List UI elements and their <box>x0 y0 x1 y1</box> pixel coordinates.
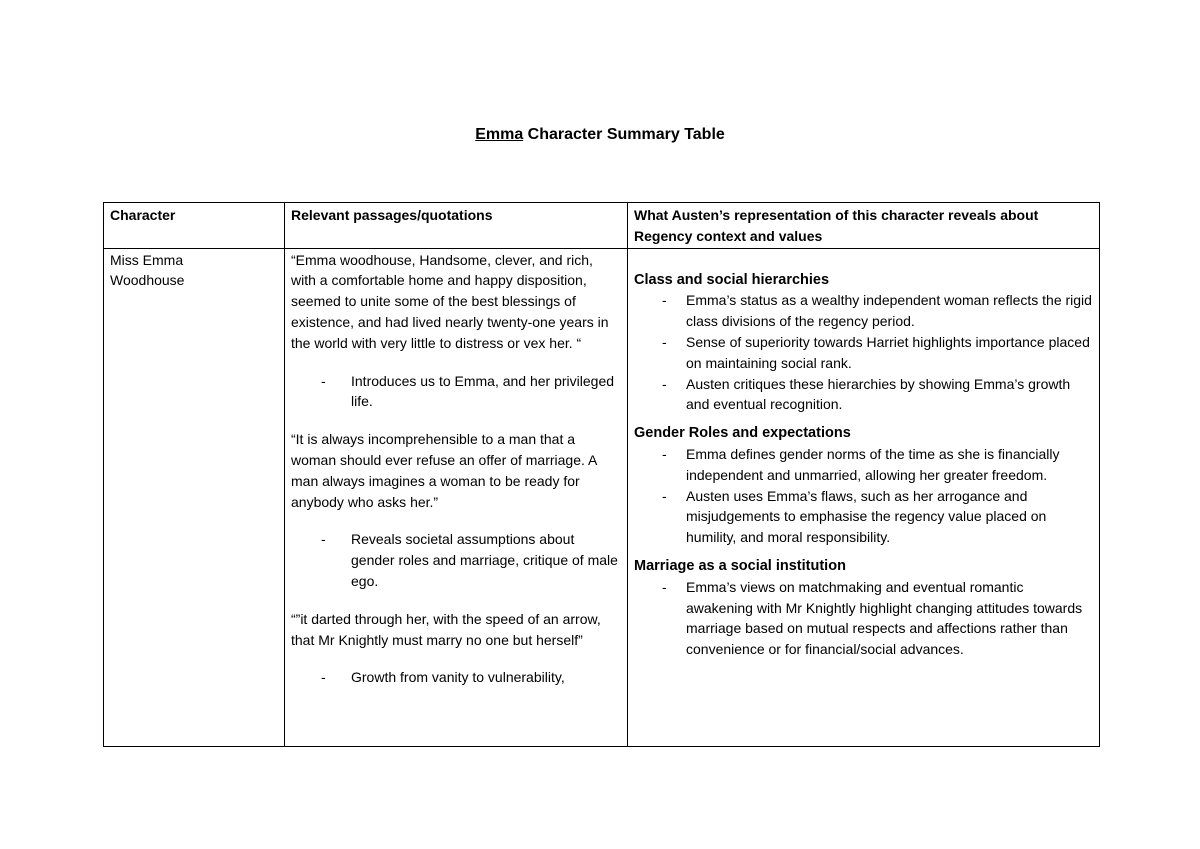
theme-heading: Marriage as a social institution <box>634 557 846 574</box>
theme-point: - Austen critiques these hierarchies by showing Emma’s growth and eventual recognition. <box>634 374 1093 416</box>
table-header-row <box>104 203 1100 249</box>
title-emphasis: Emma <box>475 126 524 143</box>
header-quotations: Relevant passages/quotations <box>285 203 628 249</box>
table-row <box>104 248 1100 746</box>
header-context: What Austen’s representation of this character reveals about Regency context and values <box>628 203 1100 249</box>
theme-heading: Class and social hierarchies <box>634 271 830 288</box>
theme-point: - Emma’s status as a wealthy independent woman reflects the rigid class divisions of the regency period. <box>634 290 1093 332</box>
context-cell <box>628 248 1100 746</box>
quotations-cell <box>285 248 628 746</box>
theme-point: - Emma’s views on matchmaking and eventual romantic awakening with Mr Knightly highlight changing attitudes towards marriage based on mutual respects and affections rather than convenience or for financial/social advances. <box>634 577 1093 660</box>
theme-point: - Emma defines gender norms of the time as she is financially independent and unmarried, allowing her greater freedom. <box>634 444 1093 486</box>
quote-note: - Reveals societal assumptions about gender roles and marriage, critique of male ego. <box>291 529 621 591</box>
theme-heading: Gender Roles and expectations <box>634 425 851 442</box>
character-name-line: Miss Emma <box>110 251 184 268</box>
quote-text: “Emma woodhouse, Handsome, clever, and rich, with a comfortable home and happy disposition, seemed to unite some of the best blessings of existence, and had lived nearly twenty-one years in the world with very little to distress or vex her. “ <box>291 251 609 351</box>
quote-text: “”it darted through her, with the speed of an arrow, that Mr Knightly must marry no one but herself” <box>291 610 601 648</box>
page-title <box>0 126 1200 144</box>
theme-point: - Sense of superiority towards Harriet highlights importance placed on maintaining social rank. <box>634 332 1093 374</box>
quote-note: - Growth from vanity to vulnerability, <box>291 667 621 688</box>
character-cell <box>104 248 285 746</box>
theme-point: - Austen uses Emma’s flaws, such as her arrogance and misjudgements to emphasise the regency value placed on humility, and moral responsibility. <box>634 486 1093 548</box>
quote-note: - Introduces us to Emma, and her privileged life. <box>291 371 621 413</box>
quote-text: “It is always incomprehensible to a man that a woman should ever refuse an offer of marriage. A man always imagines a woman to be ready for anybody who asks her.” <box>291 431 597 510</box>
character-name-line: Woodhouse <box>110 272 185 289</box>
character-summary-table <box>103 202 1100 747</box>
header-character: Character <box>104 203 285 249</box>
title-rest: Character Summary Table <box>523 126 725 143</box>
